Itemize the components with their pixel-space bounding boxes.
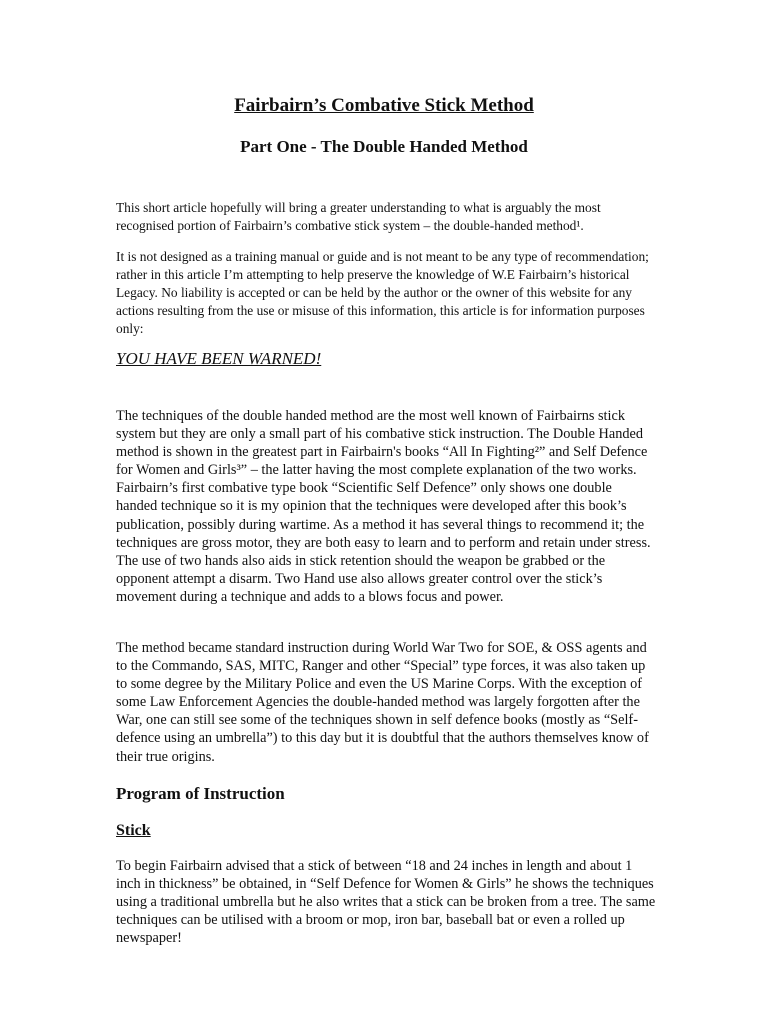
disclaimer-paragraph: It is not designed as a training manual or guide and is not meant to be any type of recommendation; rather in this article I’m attempting to help preserve the knowledge of W.E Fairbairn’s historical Legacy. No liability is accepted or can be held by the author or the owner of this website for any actions resulting from the use or misuse of this information, this article is for information purposes only: [116, 249, 649, 336]
subsection-heading: Stick [116, 822, 151, 839]
section-heading: Program of Instruction [116, 784, 285, 803]
techniques-paragraph: The techniques of the double handed method are the most well known of Fairbairns stick system but they are only a small part of his combative stick instruction. The Double Handed method is shown in the greatest part in Fairbairn's books “All In Fighting²” and Self Defence for Women and Girls³” – the latter having the most complete explanation of the two works. Fairbairn’s first combative type book “Scientific Self Defence” only shows one double handed technique so it is my opinion that the techniques were developed after this book’s publication, possibly during wartime. As a method it has several things to recommend it; the techniques are gross motor, they are both easy to learn and to perform and retain under stress. The use of two hands also aids in stick retention should the weapon be grabbed or the opponent attempt a disarm. Two Hand use also allows greater control over the stick’s movement during a technique and adds to a blows focus and power. [116, 408, 651, 605]
history-paragraph: The method became standard instruction during World War Two for SOE, & OSS agents and to the Commando, SAS, MITC, Ranger and other “Special” type forces, it was also taken up to some degree by the Military Police and even the US Marine Corps. With the exception of some Law Enforcement Agencies the double-handed method was largely forgotten after the War, one can still see some of the techniques shown in self defence books (mostly as “Self-defence using an umbrella”) to this day but it is doubtful that the authors themselves know of their true origins. [116, 640, 649, 765]
document-subtitle: Part One - The Double Handed Method [240, 137, 528, 156]
document-title: Fairbairn’s Combative Stick Method [234, 95, 534, 116]
intro-paragraph: This short article hopefully will bring a greater understanding to what is arguably the most recognised portion of Fairbairn’s combative stick system – the double-handed method¹. [116, 200, 601, 233]
warning-text: YOU HAVE BEEN WARNED! [116, 349, 322, 368]
stick-paragraph: To begin Fairbairn advised that a stick of between “18 and 24 inches in length and about 1 inch in thickness” be obtained, in “Self Defence for Women & Girls” he shows the techniques using a traditional umbrella but he also writes that a stick can be broken from a tree. The same techniques can be utilised with a broom or mop, iron bar, baseball bat or even a rolled up newspaper! [116, 858, 656, 947]
